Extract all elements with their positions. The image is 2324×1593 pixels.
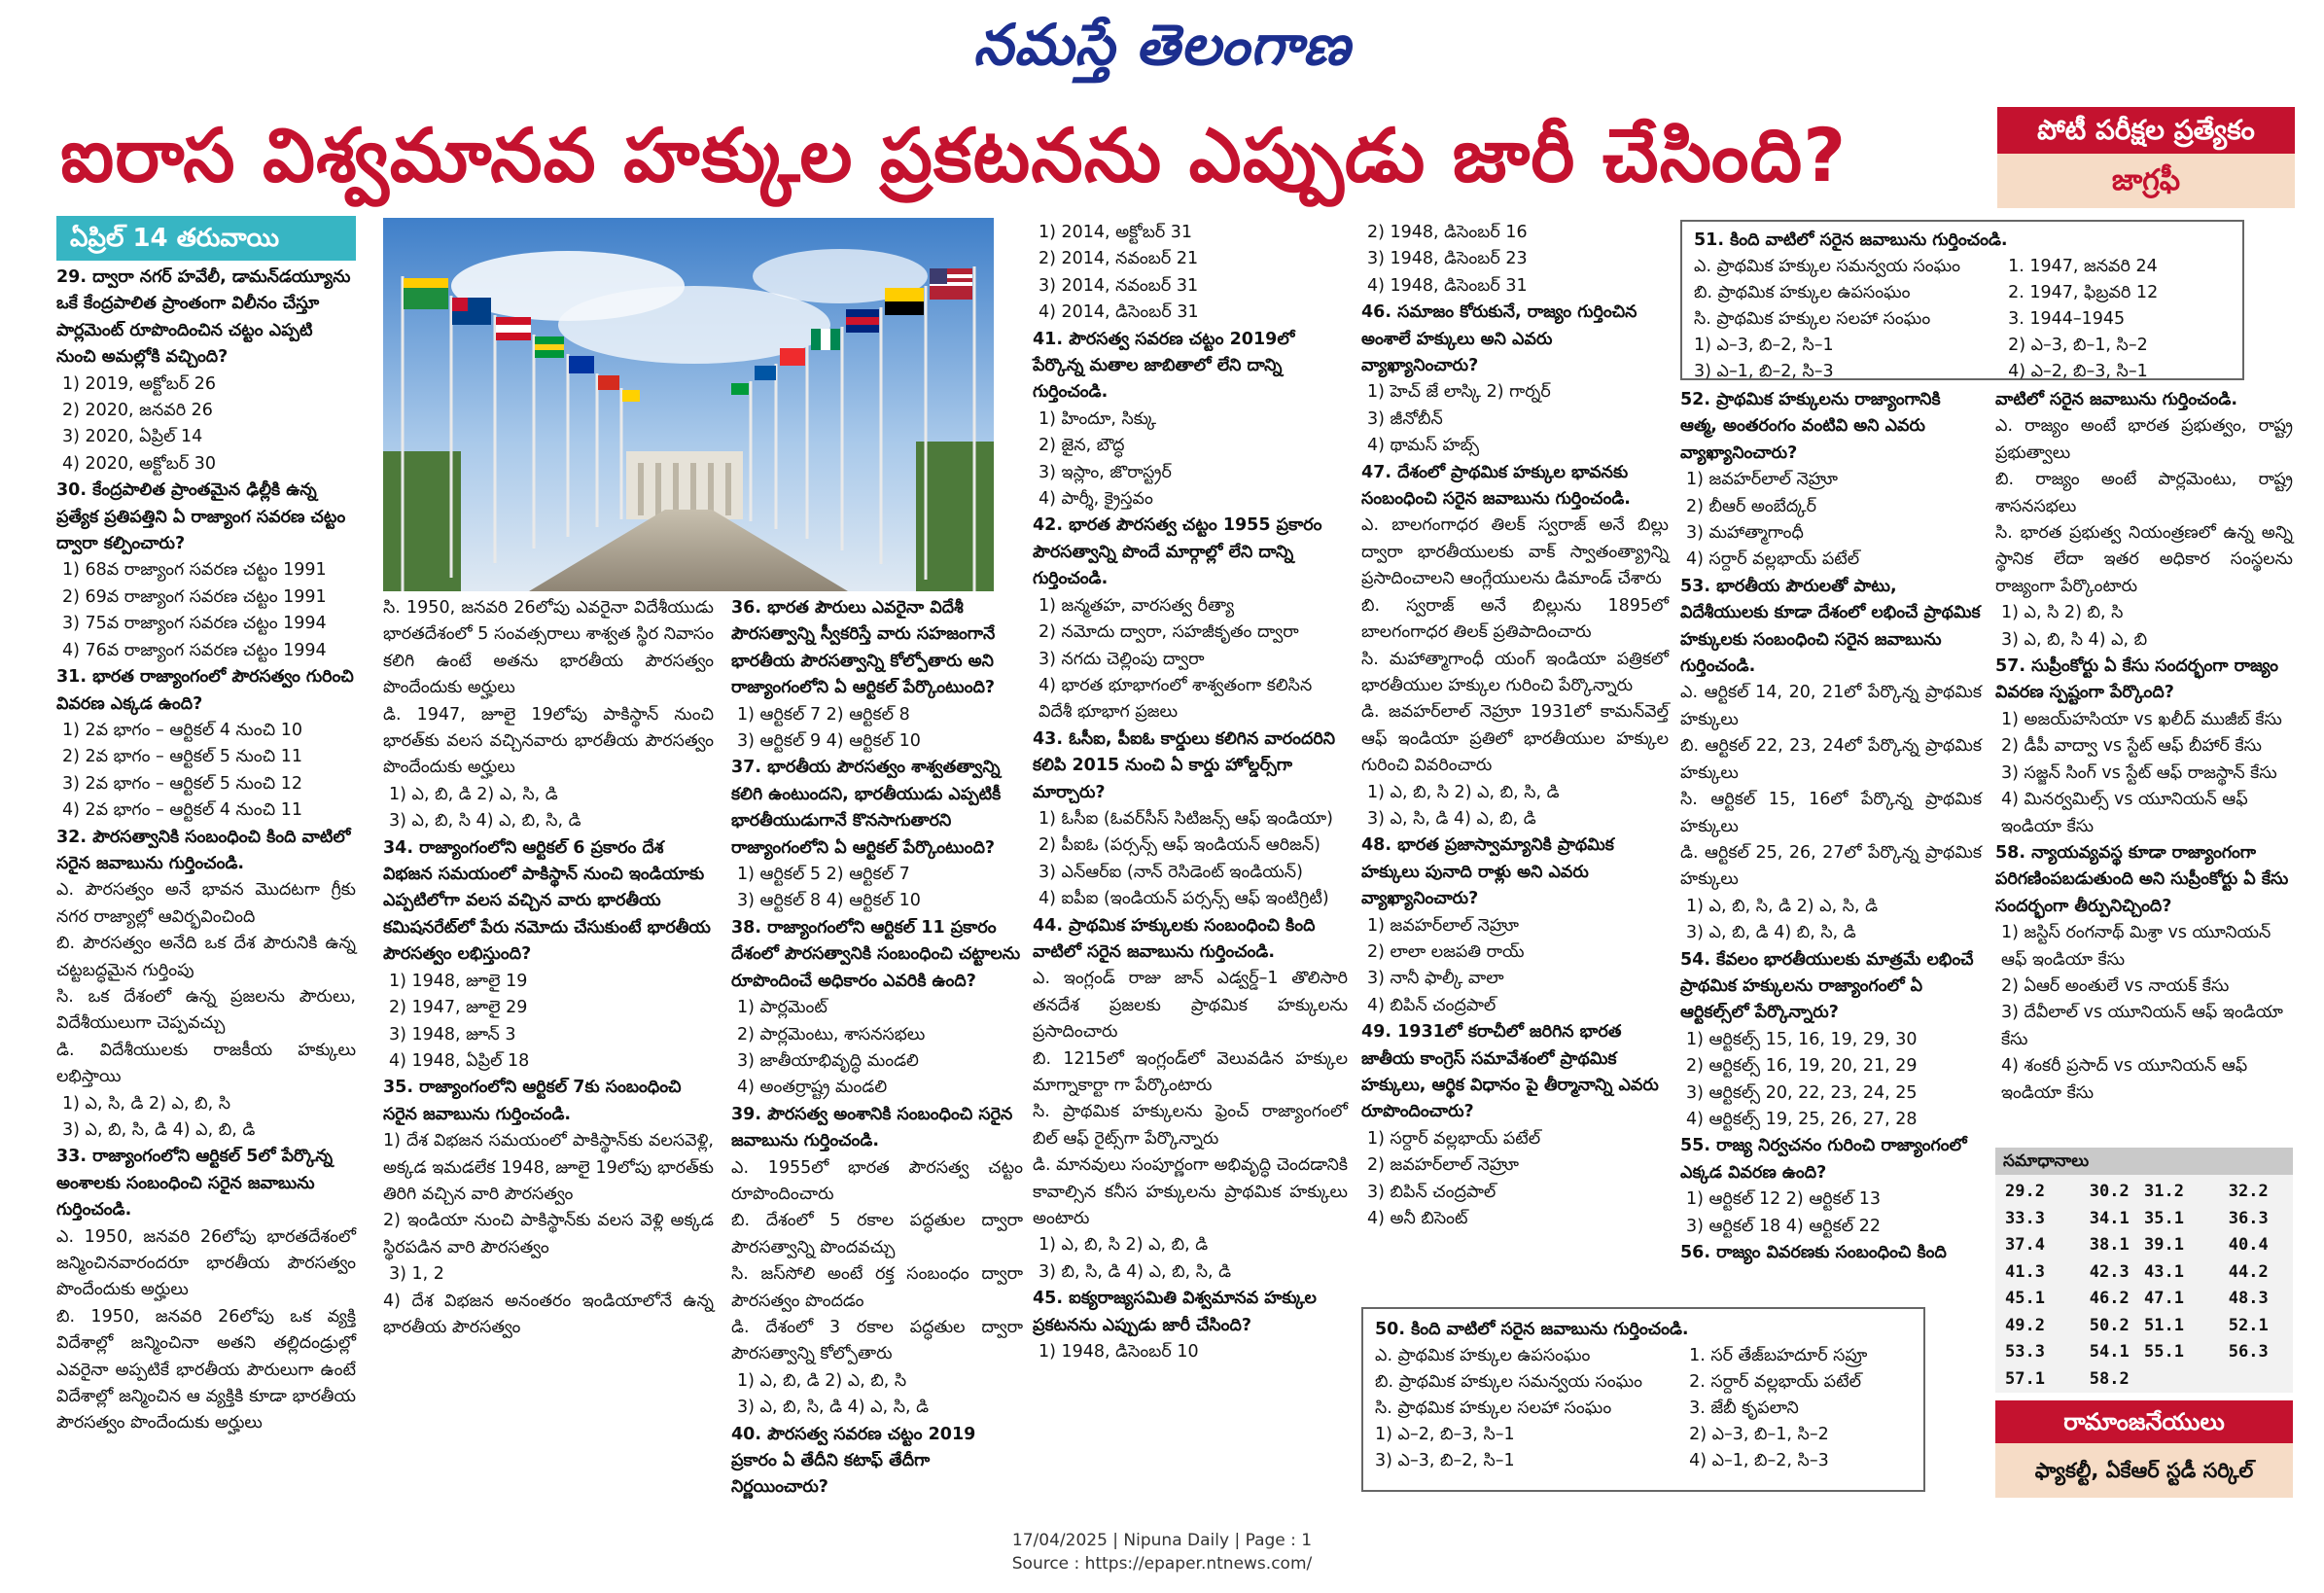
option: 2) ఏఆర్ అంతులే vs నాయక్ కేసు bbox=[2001, 975, 2230, 996]
option: 2) పార్లమెంటు, శాసనసభలు bbox=[737, 1024, 926, 1044]
option: 3) ఎ, బి, సి, డి 4) ఎ, బి, డి bbox=[62, 1120, 256, 1140]
option: 4) 2014, డిసెంబర్ 31 bbox=[1039, 302, 1199, 323]
option: 1) 68వ రాజ్యాంగ సవరణ చట్టం 1991 bbox=[62, 560, 327, 581]
answer-item: 31.2 bbox=[2144, 1182, 2184, 1201]
statement: సి. జస్‌సోలి అంటే రక్త సంబంధం ద్వారా పౌరసత్వం పొందడం bbox=[731, 1264, 1023, 1311]
option: 2) నమోదు ద్వారా, సహజీకృతం ద్వారా bbox=[1039, 622, 1299, 643]
answer-item: 39.1 bbox=[2144, 1235, 2184, 1255]
question-text: 35. రాజ్యాంగంలోని ఆర్టికల్ 7కు సంబంధించి సరైన జవాబును గుర్తించండి. bbox=[383, 1078, 682, 1124]
question-text: 52. ప్రాథమిక హక్కులను రాజ్యాంగానికి ఆత్మ, అంతరంగం వంటివి అని ఎవరు వ్యాఖ్యానించారు? bbox=[1680, 390, 1941, 463]
answer-item: 44.2 bbox=[2228, 1261, 2269, 1282]
option: 3) ఎన్ఆర్ఐ (నాన్ రెసిడెంట్ ఇండియన్) bbox=[1039, 862, 1303, 882]
match-item: 1. 1947, జనవరి 24 bbox=[2008, 257, 2158, 276]
option: 3) ఆర్టికల్ 8 4) ఆర్టికల్ 10 bbox=[737, 891, 921, 911]
question-text: 42. భారత పౌరసత్వ చట్టం 1955 ప్రకారం పౌరసత్వాన్ని పొందే మార్గాల్లో లేని దాన్ని గుర్తించండి. bbox=[1033, 515, 1322, 589]
question-text: 51. కింది వాటిలో సరైన జవాబును గుర్తించండి. bbox=[1694, 230, 2008, 250]
option: 4) పార్శీ, క్రైస్తవం bbox=[1039, 489, 1153, 510]
option: 1) ఓసీఐ (ఓవర్‌సీస్ సిటిజన్స్ ఆఫ్ ఇండియా) bbox=[1039, 808, 1333, 829]
option: 1) ఆర్టికల్స్ 15, 16, 19, 29, 30 bbox=[1686, 1029, 1918, 1049]
question-text: 38. రాజ్యాంగంలోని ఆర్టికల్ 11 ప్రకారం దేశంలో పౌరసత్వానికి సంబంధించి చట్టాలను రూపొందించే అధికారం ఎవరికి ఉంది? bbox=[731, 917, 1021, 991]
answer-item: 35.1 bbox=[2144, 1208, 2184, 1228]
match-item: ఎ. ప్రాథమిక హక్కుల సమన్వయ సంఘం bbox=[1694, 257, 1960, 276]
option: 2) జైన, బౌద్ధ bbox=[1039, 436, 1125, 456]
answer-item: 57.1 bbox=[2005, 1368, 2045, 1389]
question-text: 49. 1931లో కరాచీలో జరిగిన భారత జాతీయ కాంగ్రెస్ సమావేశంలో ప్రాథమిక హక్కులు, ఆర్థిక విధానం పై తీర్మానాన్ని ఎవరు రూపొందించారు? bbox=[1361, 1022, 1659, 1122]
option: 2) 2వ భాగం – ఆర్టికల్ 5 నుంచి 11 bbox=[62, 747, 302, 767]
option: 2) 2020, జనవరి 26 bbox=[62, 401, 213, 421]
answer-item: 29.2 bbox=[2005, 1182, 2045, 1201]
statement: డి. విదేశీయులకు రాజకీయ హక్కులు లభిస్తాయి bbox=[56, 1040, 356, 1087]
question-text: 33. రాజ్యాంగంలోని ఆర్టికల్ 5లో పేర్కొన్న అంశాలకు సంబంధించి సరైన జవాబును గుర్తించండి. bbox=[56, 1147, 334, 1221]
answer-item: 58.2 bbox=[2089, 1368, 2130, 1389]
section-label-subject: జాగ్రఫీ bbox=[1997, 154, 2295, 208]
statement: ఎ. 1955లో భారత పౌరసత్వ చట్టం రూపొందించారు bbox=[731, 1157, 1023, 1204]
option: 3) ఎ, సి, డి 4) ఎ, బి, డి bbox=[1367, 808, 1536, 829]
author-designation: ఫ్యాకల్టీ, ఏకేఆర్ స్టడీ సర్కిల్ bbox=[1995, 1443, 2293, 1498]
question-text: 40. పౌరసత్వ సవరణ చట్టం 2019 ప్రకారం ఏ తేదీని కటాఫ్ తేదీగా నిర్ణయించారు? bbox=[731, 1424, 976, 1498]
match-item: సి. ప్రాథమిక హక్కుల సలహా సంఘం bbox=[1375, 1398, 1612, 1418]
answer-item: 42.3 bbox=[2089, 1261, 2130, 1282]
statement: బి. రాజ్యం అంటే పార్లమెంటు, రాష్ట్ర శాసనసభలు bbox=[1995, 470, 2293, 516]
question-text: 39. పౌరసత్వ అంశానికి సంబంధించి సరైన జవాబును గుర్తించండి. bbox=[731, 1104, 1013, 1151]
option: 1) ఆర్టికల్ 5 2) ఆర్టికల్ 7 bbox=[737, 865, 910, 885]
answer-item: 41.3 bbox=[2005, 1261, 2045, 1282]
option: 3) 2020, ఏప్రిల్ 14 bbox=[62, 427, 203, 447]
question-text: 43. ఓసీఐ, పీఐఓ కార్డులు కలిగిన వారందరిని కలిపి 2015 నుంచి ఏ కార్డు హోల్డర్స్‌గా మార్చారు? bbox=[1033, 728, 1335, 802]
statement: బి. దేశంలో 5 రకాల పద్ధతుల ద్వారా పౌరసత్వాన్ని పొందవచ్చు bbox=[731, 1211, 1023, 1257]
option: 1) జవహర్‌లాల్ నెహ్రూ bbox=[1686, 470, 1838, 490]
option: 3) మహాత్మాగాంధీ bbox=[1686, 523, 1804, 544]
match-item: 2. సర్దార్ వల్లభాయ్ పటేల్ bbox=[1689, 1372, 1861, 1392]
option: 4) ఆర్టికల్స్ 19, 25, 26, 27, 28 bbox=[1686, 1109, 1918, 1129]
option: 1) ఎ–2, బి–3, సి–1 bbox=[1375, 1425, 1515, 1444]
question-text: 53. భారతీయ పౌరులతో పాటు, విదేశీయులకు కూడా దేశంలో లభించే ప్రాథమిక హక్కులకు సంబంధించి సరైన జవాబును గుర్తించండి. bbox=[1680, 576, 1981, 677]
question-text: వాటిలో సరైన జవాబును గుర్తించండి. bbox=[1995, 390, 2238, 409]
option: 4) 2020, అక్టోబర్ 30 bbox=[62, 453, 217, 474]
column-4 bbox=[1361, 220, 1669, 1232]
answer-item: 49.2 bbox=[2005, 1315, 2045, 1335]
option: 2) ఎ–3, బి–1, సి–2 bbox=[2008, 336, 2148, 355]
option: 4) ఎ–2, బి–3, సి–1 bbox=[2008, 362, 2148, 381]
option: 1) 1948, డిసెంబర్ 10 bbox=[1039, 1342, 1199, 1363]
match-item: 3. 1944–1945 bbox=[2008, 309, 2126, 329]
statement: డి. మానవులు సంపూర్ణంగా అభివృద్ధి చెందడానికి కావాల్సిన కనీస హక్కులను ప్రాథమిక హక్కులు అంటారు bbox=[1033, 1155, 1348, 1229]
option: 3) 2వ భాగం – ఆర్టికల్ 5 నుంచి 12 bbox=[62, 773, 302, 794]
option: 3) దేవీలాల్ vs యూనియన్ ఆఫ్ ఇండియా కేసు bbox=[2001, 1003, 2283, 1049]
option: 1) జవహర్‌లాల్ నెహ్రూ bbox=[1367, 915, 1519, 936]
option: 1) హెచ్ జే లాస్కి 2) గార్నర్ bbox=[1367, 382, 1551, 403]
question-text: 30. కేంద్రపాలిత ప్రాంతమైన ఢిల్లీకి ఉన్న ప్రత్యేక ప్రతిపత్తిని ఏ రాజ్యాంగ సవరణ చట్టం ద్వారా కల్పించారు? bbox=[56, 480, 346, 554]
statement: 2) ఇండియా నుంచి పాకిస్థాన్‌కు వలస వెళ్లి అక్కడ స్థిరపడిన వారి పౌరసత్వం bbox=[383, 1211, 714, 1257]
option: 3) నానీ ఫాల్కీ వాలా bbox=[1367, 969, 1504, 989]
question-text: 50. కింది వాటిలో సరైన జవాబును గుర్తించండి. bbox=[1375, 1320, 1689, 1339]
answer-key-heading: సమాధానాలు bbox=[1995, 1148, 2293, 1175]
statement: ఎ. రాజ్యం అంటే భారత ప్రభుత్వం, రాష్ట్ర ప్రభుత్వాలు bbox=[1995, 416, 2293, 463]
flags-photo bbox=[383, 218, 994, 591]
option: 1) ఎ, సి, డి 2) ఎ, బి, సి bbox=[62, 1093, 231, 1114]
option: 3) ఎ, బి, డి 4) బి, సి, డి bbox=[1686, 923, 1856, 943]
match-item: 3. జేబీ కృపలాని bbox=[1689, 1398, 1799, 1418]
option: 3) జీనోబీన్ bbox=[1367, 408, 1443, 429]
answer-item: 56.3 bbox=[2228, 1342, 2269, 1362]
option: 3) 1948, డిసెంబర్ 23 bbox=[1367, 249, 1528, 269]
question-text: 32. పౌరసత్వానికి సంబంధించి కింది వాటిలో సరైన జవాబును గుర్తించండి. bbox=[56, 827, 351, 873]
answer-item: 52.1 bbox=[2228, 1315, 2269, 1335]
option: 4) భారత భూభాగంలో శాశ్వతంగా కలిసిన విదేశీ భూభాగ ప్రజలు bbox=[1039, 675, 1313, 723]
question-text: 36. భారత పౌరులు ఎవరైనా విదేశీ పౌరసత్వాన్ని స్వీకరిస్తే వారు సహజంగానే భారతీయ పౌరసత్వాన్ని కోల్పోతారు అని రాజ్యాంగంలోని ఏ ఆర్టికల్ పేర్కొంటుంది? bbox=[731, 598, 996, 698]
statement: సి. మహాత్మాగాంధీ యంగ్ ఇండియా పత్రికలో భారతీయుల హక్కుల గురించి పేర్కొన్నారు bbox=[1361, 649, 1669, 695]
option: 1) ఎ, సి 2) బి, సి bbox=[2001, 603, 2124, 623]
answer-grid bbox=[1995, 1175, 2293, 1397]
option: 1) ఎ, బి, సి, డి 2) ఎ, సి, డి bbox=[1686, 896, 1879, 916]
option: 2) 69వ రాజ్యాంగ సవరణ చట్టం 1991 bbox=[62, 586, 327, 607]
option: 4) సర్దార్ వల్లభాయ్ పటేల్ bbox=[1686, 549, 1860, 570]
statement: డి. జవహర్‌లాల్ నెహ్రూ 1931లో కామన్‌వెల్త్ ఆఫ్ ఇండియా ప్రతిలో భారతీయుల హక్కుల గురించి వివరించారు bbox=[1361, 702, 1669, 776]
match-item: 1. సర్ తేజ్‌బహదూర్ సప్రూ bbox=[1689, 1346, 1868, 1365]
option: 4) శంకరీ ప్రసాద్ vs యూనియన్ ఆఫ్ ఇండియా కేసు bbox=[2001, 1056, 2248, 1103]
statement: ఎ. బాలగంగాధర తిలక్ స్వరాజ్ అనే బిల్లు ద్వారా భారతీయులకు వాక్ స్వాతంత్య్రాన్ని ప్రసాదించాలని ఆంగ్లేయులను డిమాండ్ చేశారు bbox=[1361, 515, 1669, 589]
statement: సి. ఒక దేశంలో ఉన్న ప్రజలను పౌరులు, విదేశీయులుగా చెప్పవచ్చు bbox=[56, 986, 356, 1034]
option: 3) ఆర్టికల్ 9 4) ఆర్టికల్ 10 bbox=[737, 731, 921, 752]
option: 4) మినర్వమిల్స్ vs యూనియన్ ఆఫ్ ఇండియా కేసు bbox=[2001, 790, 2248, 836]
statement: సి. ఆర్టికల్ 15, 16లో పేర్కొన్న ప్రాథమిక హక్కులు bbox=[1680, 790, 1982, 836]
option: 4) 76వ రాజ్యాంగ సవరణ చట్టం 1994 bbox=[62, 640, 327, 660]
masthead-logo: నమస్తే తెలంగాణ bbox=[973, 12, 1351, 78]
section-label bbox=[1997, 107, 2295, 208]
question-text: 54. కేవలం భారతీయులకు మాత్రమే లభించే ప్రాథమిక హక్కులను రాజ్యాంగంలో ఏ ఆర్టికల్స్‌లో పేర్కొన్నారు? bbox=[1680, 949, 1974, 1023]
question-text: 29. ద్వారా నగర్ హవేలీ, డామన్‌డయ్యూను ఒకే కేంద్రపాలిత ప్రాంతంగా విలీనం చేస్తూ పార్లమెంట్ రూపొందించిన చట్టం ఎప్పటి నుంచి అమల్లోకి వచ్చింది? bbox=[56, 267, 351, 368]
option: 4) 2వ భాగం – ఆర్టికల్ 4 నుంచి 11 bbox=[62, 800, 302, 821]
option: 3) బి, సి, డి 4) ఎ, బి, సి, డి bbox=[1039, 1261, 1232, 1282]
option: 3) ఆర్టికల్స్ 20, 22, 23, 24, 25 bbox=[1686, 1082, 1918, 1103]
option: 2) బీఆర్ అంబేద్కర్ bbox=[1686, 496, 1816, 516]
option: 1) 2019, అక్టోబర్ 26 bbox=[62, 373, 217, 394]
question-51-box bbox=[1680, 220, 2244, 380]
statement: ఎ. 1950, జనవరి 26లోపు భారతదేశంలో జన్మించినవారందరూ భారతీయ పౌరసత్వం పొందేందుకు అర్హులు bbox=[56, 1226, 356, 1300]
option: 1) ఆర్టికల్ 12 2) ఆర్టికల్ 13 bbox=[1686, 1189, 1882, 1210]
statement: డి. 1947, జూలై 19లోపు పాకిస్థాన్ నుంచి భారత్‌కు వలస వచ్చినవారు భారతీయ పౌరసత్వం పొందేందుకు అర్హులు bbox=[383, 704, 714, 778]
answer-item: 45.1 bbox=[2005, 1289, 2045, 1308]
option: 4) ఐపీఐ (ఇండియన్ పర్సన్స్ ఆఫ్ ఇంటిగ్రిటీ) bbox=[1039, 889, 1329, 909]
question-text: 55. రాజ్య నిర్వచనం గురించి రాజ్యాంగంలో ఎక్కడ వివరణ ఉంది? bbox=[1680, 1136, 1967, 1183]
answer-item: 54.1 bbox=[2089, 1342, 2130, 1362]
question-text: 44. ప్రాథమిక హక్కులకు సంబంధించి కింది వాటిలో సరైన జవాబును గుర్తించండి. bbox=[1033, 915, 1316, 962]
option: 2) 1948, డిసెంబర్ 16 bbox=[1367, 223, 1528, 242]
option: 3) ఆర్టికల్ 18 4) ఆర్టికల్ 22 bbox=[1686, 1216, 1882, 1236]
match-item: సి. ప్రాథమిక హక్కుల సలహా సంఘం bbox=[1694, 309, 1931, 329]
answer-item: 53.3 bbox=[2005, 1342, 2045, 1362]
option: 3) 2014, నవంబర్ 31 bbox=[1039, 275, 1199, 296]
question-text: 57. సుప్రీంకోర్టు ఏ కేసు సందర్భంగా రాజ్యం వివరణ స్పష్టంగా పేర్కొంది? bbox=[1995, 656, 2278, 703]
column-1 bbox=[56, 265, 356, 1437]
question-text: 34. రాజ్యాంగంలోని ఆర్టికల్ 6 ప్రకారం దేశ విభజన సమయంలో పాకిస్థాన్ నుంచి ఇండియాకు ఎప్పటిలోగా వలస వచ్చిన వారు భారతీయ కమిషనరేట్‌లో పేరు నమోదు చేసుకుంటే భారతీయ పౌరసత్వం లభిస్తుంది? bbox=[383, 837, 711, 965]
option: 4) థామస్ హబ్స్ bbox=[1367, 436, 1480, 456]
answer-item: 30.2 bbox=[2089, 1182, 2130, 1201]
option: 1) 2వ భాగం – ఆర్టికల్ 4 నుంచి 10 bbox=[62, 720, 302, 740]
question-text: 31. భారత రాజ్యాంగంలో పౌరసత్వం గురించి వివరణ ఎక్కడ ఉంది? bbox=[56, 667, 354, 714]
option: 1) 1948, జూలై 19 bbox=[389, 971, 528, 991]
statement: బి. స్వరాజ్ అనే బిల్లును 1895లో బాలగంగాధర తిలక్ ప్రతిపాదించారు bbox=[1361, 595, 1669, 643]
option: 1) ఎ, బి, సి 2) ఎ, బి, సి, డి bbox=[1367, 782, 1560, 802]
option: 4) అంతర్రాష్ట్ర మండలి bbox=[737, 1078, 888, 1098]
question-text: 46. సమాజం కోరుకునే, రాజ్యం గుర్తించిన అంశాలే హక్కులు అని ఎవరు వ్యాఖ్యానించారు? bbox=[1361, 302, 1637, 376]
option: 3) ఇస్లాం, జొరాస్ట్రర్ bbox=[1039, 462, 1172, 482]
option: 3) ఎ, బి, సి 4) ఎ, బి bbox=[2001, 629, 2148, 650]
option: 3) ఎ, బి, సి, డి 4) ఎ, సి, డి bbox=[737, 1398, 930, 1418]
statement: ఎ. పౌరసత్వం అనే భావన మొదటగా గ్రీకు నగర రాజ్యాల్లో ఆవిర్భవించింది bbox=[56, 880, 356, 927]
answer-item: 50.2 bbox=[2089, 1315, 2130, 1335]
question-50-box bbox=[1361, 1307, 1925, 1492]
option: 2) పీఐఓ (పర్సన్స్ ఆఫ్ ఇండియన్ ఆరిజన్) bbox=[1039, 835, 1320, 856]
statement: 4) దేశ విభజన అనంతరం ఇండియాలోనే ఉన్న భారతీయ పౌరసత్వం bbox=[383, 1291, 714, 1337]
option: 2) లాలా లజపతి రాయ్ bbox=[1367, 941, 1525, 962]
author-name: రామాంజనేయులు bbox=[1995, 1400, 2293, 1443]
option: 3) జాతీయాభివృద్ధి మండలి bbox=[737, 1050, 919, 1071]
option: 2) 1947, జూలై 29 bbox=[389, 998, 528, 1018]
answer-item: 46.2 bbox=[2089, 1289, 2130, 1308]
option: 3) సజ్జన్ సింగ్ vs స్టేట్ ఆఫ్ రాజస్థాన్ కేసు bbox=[2001, 762, 2277, 783]
statement: సి. 1950, జనవరి 26లోపు ఎవరైనా విదేశీయుడు భారతదేశంలో 5 సంవత్సరాలు శాశ్వత స్థిర నివాసం కలిగి ఉంటే అతను భారతీయ పౌరసత్వం పొందేందుకు అర్హులు bbox=[383, 598, 714, 698]
option: 3) నగదు చెల్లింపు ద్వారా bbox=[1039, 649, 1205, 669]
option: 1) ఆర్టికల్ 7 2) ఆర్టికల్ 8 bbox=[737, 704, 910, 725]
option: 1) ఎ–3, బి–2, సి–1 bbox=[1694, 336, 1834, 355]
option: 2) డీపీ వాద్వా vs స్టేట్ ఆఫ్ బీహార్ కేసు bbox=[2001, 736, 2262, 757]
option: 1) ఎ, బి, సి 2) ఎ, బి, డి bbox=[1039, 1235, 1209, 1256]
option: 1) 2014, అక్టోబర్ 31 bbox=[1039, 223, 1193, 242]
answer-key bbox=[1995, 1148, 2293, 1393]
statement: బి. 1950, జనవరి 26లోపు ఒక వ్యక్తి విదేశాల్లో జన్మించినా అతని తల్లిదండ్రుల్లో ఎవరైనా అప్పటికే భారతీయ పౌరులుగా ఉంటే విదేశాల్లో జన్మించిన ఆ వ్యక్తికి కూడా భారతీయ పౌరసత్వం పొందేందుకు అర్హులు bbox=[56, 1306, 356, 1434]
option: 1) పార్లమెంట్ bbox=[737, 998, 827, 1018]
section-label-top: పోటీ పరీక్షల ప్రత్యేకం bbox=[1997, 107, 2295, 154]
option: 4) 1948, డిసెంబర్ 31 bbox=[1367, 275, 1528, 296]
answer-item: 40.4 bbox=[2228, 1235, 2269, 1255]
option: 1) ఎ, బి, డి 2) ఎ, సి, డి bbox=[389, 784, 558, 804]
statement: బి. 1215లో ఇంగ్లండ్‌లో వెలువడిన హక్కుల మాగ్నాకార్టా గా పేర్కొంటారు bbox=[1033, 1048, 1348, 1095]
option: 1) అజయ్‌హసియా vs ఖలీద్ ముజీబ్ కేసు bbox=[2001, 709, 2282, 729]
statement: ఎ. ఇంగ్లండ్ రాజు జాన్ ఎడ్వర్డ్–1 తొలిసారి తనదేశ ప్రజలకు ప్రాథమిక హక్కులను ప్రసాదించారు bbox=[1033, 969, 1348, 1043]
question-text: 56. రాజ్యం వివరణకు సంబంధించి కింది bbox=[1680, 1243, 1947, 1262]
answer-item: 47.1 bbox=[2144, 1289, 2184, 1308]
author-credit bbox=[1995, 1400, 2293, 1498]
answer-item: 43.1 bbox=[2144, 1261, 2184, 1282]
statement: బి. ఆర్టికల్ 22, 23, 24లో పేర్కొన్న ప్రాథమిక హక్కులు bbox=[1680, 736, 1982, 783]
question-text: 37. భారతీయ పౌరసత్వం శాశ్వతత్వాన్ని కలిగి ఉంటుందని, భారతీయుడు ఎప్పటికీ భారతీయుడుగానే కొనసాగుతారని రాజ్యాంగంలోని ఏ ఆర్టికల్ పేర్కొంటుంది? bbox=[731, 758, 1002, 858]
match-item: బి. ప్రాథమిక హక్కుల ఉపసంఘం bbox=[1694, 283, 1911, 302]
column-2b bbox=[731, 595, 1023, 1502]
option: 3) ఎ–1, బి–2, సి–3 bbox=[1694, 362, 1834, 381]
option: 1) జస్టిస్ రంగనాథ్ మిశ్రా vs యూనియన్ ఆఫ్ ఇండియా కేసు bbox=[2001, 923, 2271, 970]
statement: డి. దేశంలో 3 రకాల పద్ధతుల ద్వారా పౌరసత్వాన్ని కోల్పోతారు bbox=[731, 1317, 1023, 1364]
statement: బి. పౌరసత్వం అనేది ఒక దేశ పౌరునికి ఉన్న చట్టబద్ధమైన గుర్తింపు bbox=[56, 934, 356, 980]
question-text: 58. న్యాయవ్యవస్థ కూడా రాజ్యాంగంగా పరిగణింపబడుతుంది అని సుప్రీంకోర్టు ఏ కేసు సందర్భంగా తీర్పునిచ్చింది? bbox=[1995, 842, 2289, 916]
question-text: 45. ఐక్యరాజ్యసమితి విశ్వమానవ హక్కుల ప్రకటనను ఎప్పుడు జారీ చేసింది? bbox=[1033, 1289, 1317, 1335]
option: 3) ఎ, బి, సి 4) ఎ, బి, సి, డి bbox=[389, 811, 581, 832]
answer-item: 37.4 bbox=[2005, 1235, 2045, 1255]
answer-item: 34.1 bbox=[2089, 1208, 2130, 1228]
answer-item: 51.1 bbox=[2144, 1315, 2184, 1335]
option: 1) జన్మతహ, వారసత్వ రీత్యా bbox=[1039, 595, 1235, 616]
match-item: ఎ. ప్రాథమిక హక్కుల ఉపసంఘం bbox=[1375, 1346, 1591, 1365]
answer-item: 32.2 bbox=[2228, 1182, 2269, 1201]
statement: ఎ. ఆర్టికల్ 14, 20, 21లో పేర్కొన్న ప్రాథమిక హక్కులు bbox=[1680, 683, 1982, 729]
continuation-tag: ఏప్రిల్ 14 తరువాయి bbox=[56, 216, 356, 261]
option: 3) 1, 2 bbox=[389, 1264, 444, 1285]
option: 2) 2014, నవంబర్ 21 bbox=[1039, 249, 1199, 269]
answer-item: 33.3 bbox=[2005, 1208, 2045, 1228]
option: 1) సర్దార్ వల్లభాయ్ పటేల్ bbox=[1367, 1128, 1541, 1149]
answer-item: 36.3 bbox=[2228, 1208, 2269, 1228]
statement: డి. ఆర్టికల్ 25, 26, 27లో పేర్కొన్న ప్రాథమిక హక్కులు bbox=[1680, 842, 1982, 890]
option: 2) ఆర్టికల్స్ 16, 19, 20, 21, 29 bbox=[1686, 1056, 1918, 1077]
question-text: 47. దేశంలో ప్రాథమిక హక్కుల భావనకు సంబంధించి సరైన జవాబును గుర్తించండి. bbox=[1361, 462, 1631, 510]
question-text: 41. పౌరసత్వ సవరణ చట్టం 2019లో పేర్కొన్న మతాల జాబితాలో లేని దాన్ని గుర్తించండి. bbox=[1033, 329, 1295, 403]
footer-source-link[interactable]: Source : https://epaper.ntnews.com/ bbox=[1011, 1554, 1313, 1574]
answer-item: 48.3 bbox=[2228, 1289, 2269, 1308]
option: 4) అనీ బిసెంట్ bbox=[1367, 1209, 1468, 1229]
answer-item: 55.1 bbox=[2144, 1342, 2184, 1362]
footer-date-line: 17/04/2025 | Nipuna Daily | Page : 1 bbox=[1011, 1531, 1313, 1550]
page-footer bbox=[875, 1529, 1449, 1575]
page-headline: ఐరాస విశ్వమానవ హక్కుల ప్రకటనను ఎప్పుడు జారీ చేసింది? bbox=[60, 112, 1848, 198]
option: 4) 1948, ఏప్రిల్ 18 bbox=[389, 1050, 530, 1071]
option: 3) 75వ రాజ్యాంగ సవరణ చట్టం 1994 bbox=[62, 614, 327, 634]
option: 4) ఎ–1, బి–2, సి–3 bbox=[1689, 1451, 1829, 1470]
column-3 bbox=[1033, 220, 1348, 1365]
question-text: 48. భారత ప్రజాస్వామ్యానికి ప్రాథమిక హక్కులు పునాది రాళ్లు అని ఎవరు వ్యాఖ్యానించారు? bbox=[1361, 835, 1614, 909]
match-item: బి. ప్రాథమిక హక్కుల సమన్వయ సంఘం bbox=[1375, 1372, 1643, 1392]
option: 3) 1948, జూన్ 3 bbox=[389, 1024, 516, 1044]
option: 3) ఎ–3, బి–2, సి–1 bbox=[1375, 1451, 1515, 1470]
statement: సి. భారత ప్రభుత్వ నియంత్రణలో ఉన్న అన్ని స్థానిక లేదా ఇతర అధికార సంస్థలను రాజ్యంగా పేర్కొంటారు bbox=[1995, 523, 2293, 596]
column-2a bbox=[383, 595, 714, 1341]
column-5 bbox=[1680, 387, 1982, 1266]
statement: 1) దేశ విభజన సమయంలో పాకిస్థాన్‌కు వలసవెళ్లి, అక్కడ ఇమడలేక 1948, జూలై 19లోపు భారత్‌కు తిరిగి వచ్చిన వారి పౌరసత్వం bbox=[383, 1131, 714, 1204]
option: 2) జవహర్‌లాల్ నెహ్రూ bbox=[1367, 1155, 1519, 1176]
answer-item: 38.1 bbox=[2089, 1235, 2130, 1255]
option: 4) బిపిన్ చంద్రపాల్ bbox=[1367, 995, 1497, 1015]
column-6 bbox=[1995, 387, 2293, 1107]
option: 1) ఎ, బి, డి 2) ఎ, బి, సి bbox=[737, 1370, 907, 1391]
match-item: 2. 1947, ఫిబ్రవరి 12 bbox=[2008, 283, 2159, 302]
option: 1) హిందూ, సిక్కు bbox=[1039, 408, 1157, 429]
option: 3) బిపిన్ చంద్రపాల్ bbox=[1367, 1182, 1497, 1202]
statement: సి. ప్రాథమిక హక్కులను ఫ్రెంచ్ రాజ్యాంగంలో బిల్ ఆఫ్ రైట్స్‌గా పేర్కొన్నారు bbox=[1033, 1102, 1348, 1149]
option: 2) ఎ–3, బి–1, సి–2 bbox=[1689, 1425, 1829, 1444]
